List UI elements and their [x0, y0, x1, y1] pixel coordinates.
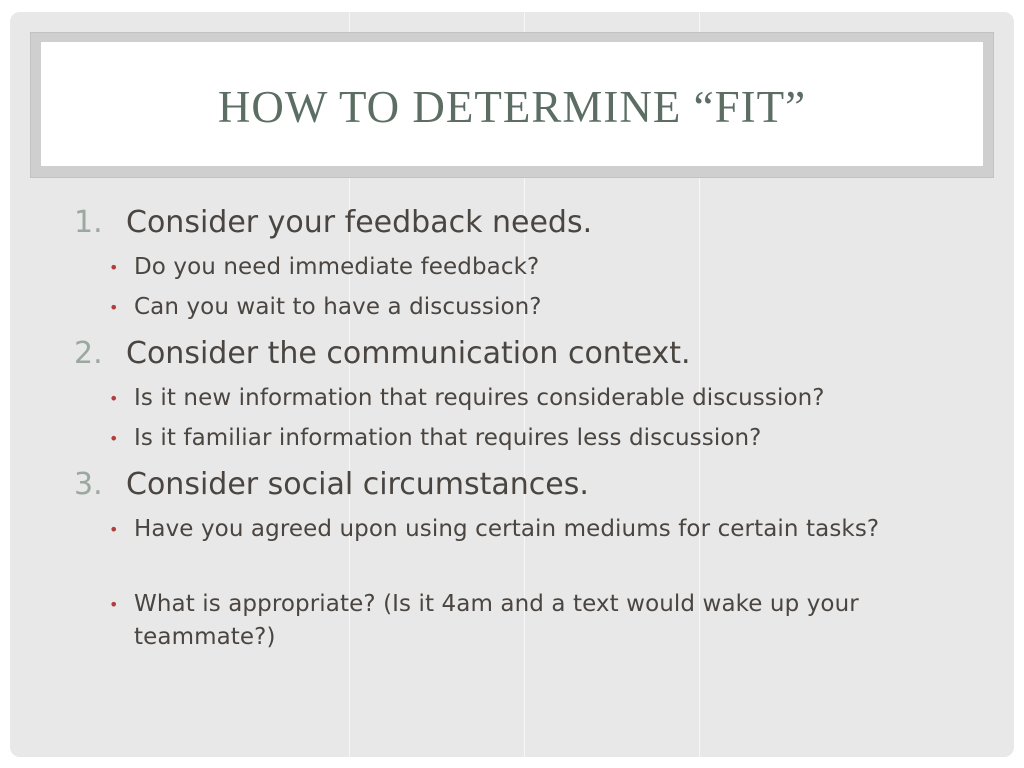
bullet-item: [109, 513, 939, 546]
bullet-text: Is it familiar information that requires less discussion?: [134, 425, 762, 451]
item-text: Consider social circumstances.: [126, 467, 589, 502]
numbered-item: [74, 205, 593, 240]
bullet-item: [109, 382, 939, 415]
bullet-item: [109, 251, 939, 284]
item-number: 1.: [74, 205, 103, 240]
bullet-text: What is appropriate? (Is it 4am and a text would wake up your teammate?): [134, 591, 859, 650]
bullet-icon: •: [109, 389, 119, 408]
bullet-icon: •: [109, 429, 119, 448]
numbered-item: [74, 467, 589, 502]
slide-title: HOW TO DETERMINE “FIT”: [217, 81, 807, 132]
slide: [10, 12, 1014, 757]
item-text: Consider the communication context.: [126, 336, 691, 371]
slide-content: [10, 12, 1014, 757]
bullet-item: [109, 588, 939, 654]
bullet-text: Is it new information that requires considerable discussion?: [134, 385, 825, 411]
bullet-item: [109, 291, 939, 324]
item-number: 3.: [74, 467, 103, 502]
bullet-item: [109, 422, 939, 455]
item-text: Consider your feedback needs.: [126, 205, 593, 240]
bullet-icon: •: [109, 595, 119, 614]
bullet-icon: •: [109, 298, 119, 317]
bullet-text: Do you need immediate feedback?: [134, 254, 540, 280]
bullet-icon: •: [109, 258, 119, 277]
bullet-text: Can you wait to have a discussion?: [134, 294, 542, 320]
item-number: 2.: [74, 336, 103, 371]
bullet-text: Have you agreed upon using certain mediums for certain tasks?: [134, 516, 880, 542]
bullet-icon: •: [109, 520, 119, 539]
numbered-item: [74, 336, 691, 371]
